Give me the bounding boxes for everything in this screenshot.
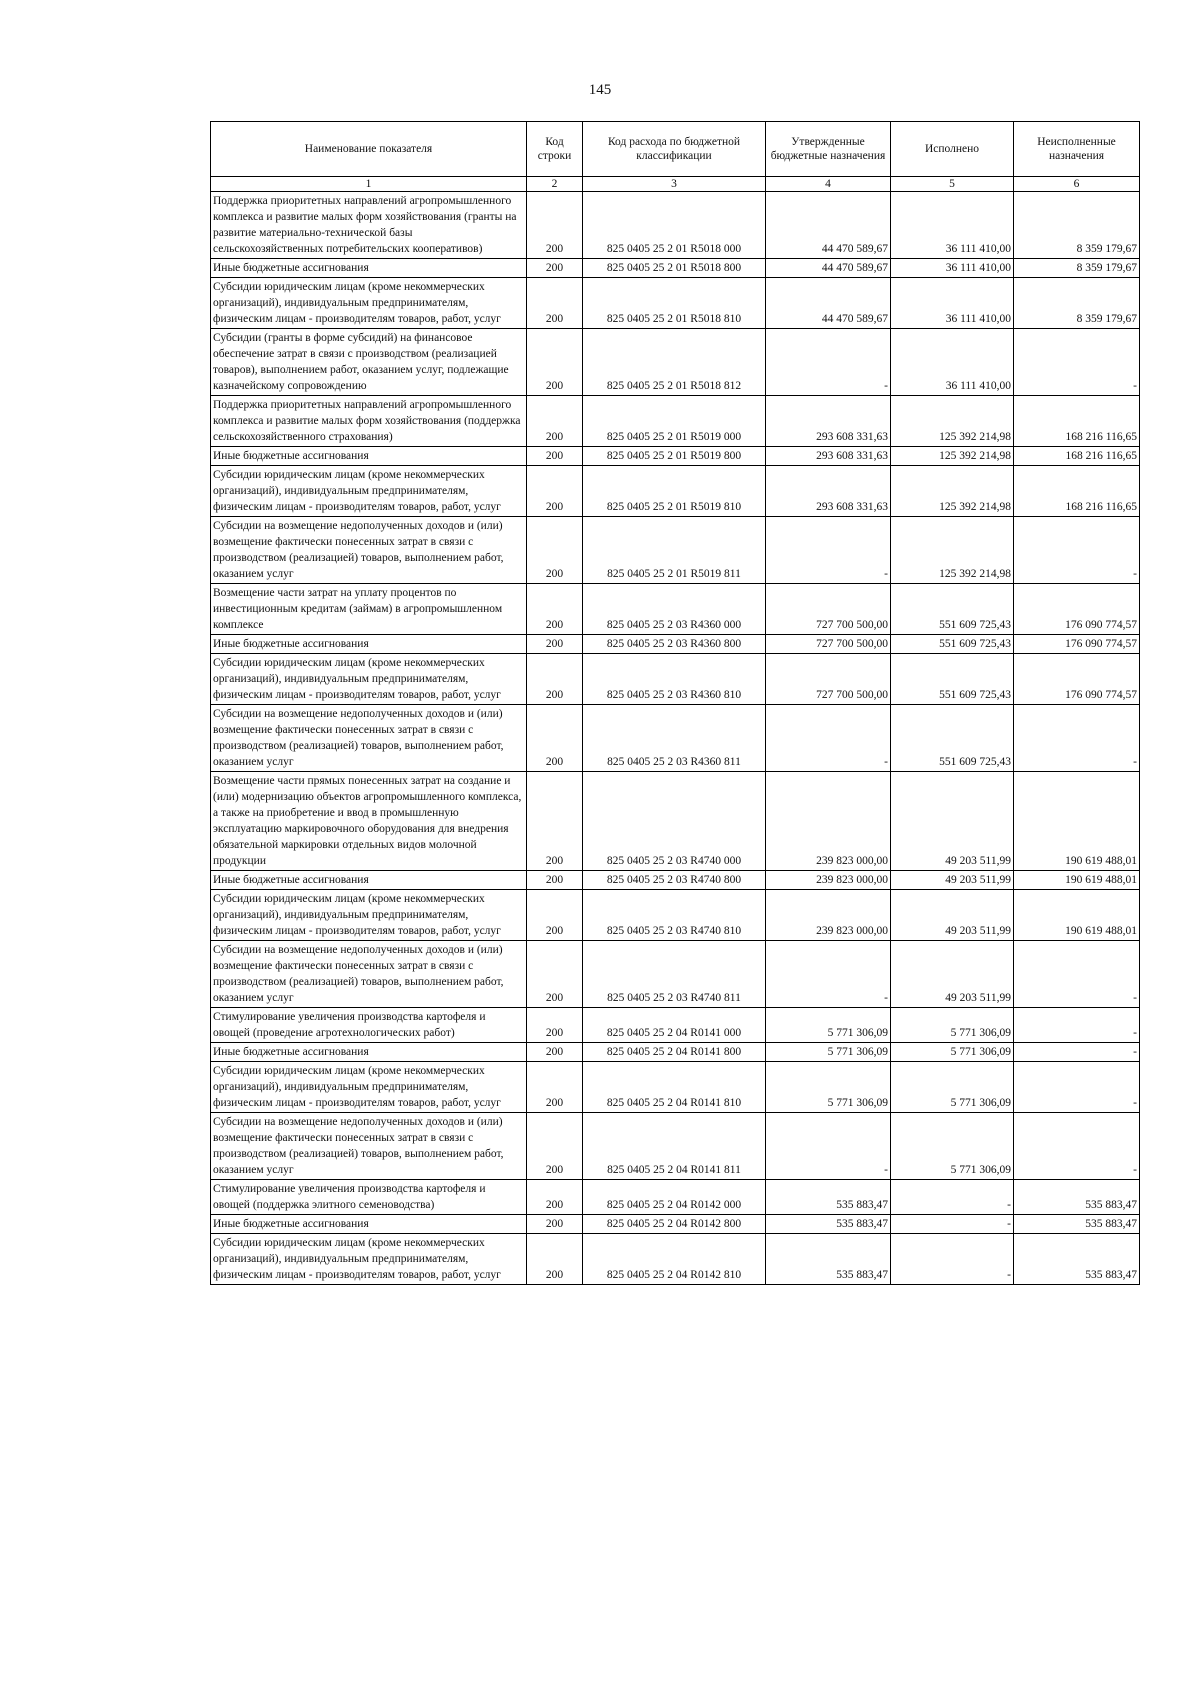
budget-code-cell: 825 0405 25 2 04 R0141 810 [583,1062,766,1113]
unexecuted-amount-cell: 190 619 488,01 [1014,772,1140,871]
indicator-name-cell: Иные бюджетные ассигнования [211,635,527,654]
budget-code-cell: 825 0405 25 2 03 R4360 800 [583,635,766,654]
unexecuted-amount-cell: 168 216 116,65 [1014,466,1140,517]
line-code-cell: 200 [527,705,583,772]
unexecuted-amount-cell: 190 619 488,01 [1014,871,1140,890]
column-number-row [211,177,1140,192]
budget-code-cell: 825 0405 25 2 01 R5019 810 [583,466,766,517]
table-row [211,871,1140,890]
line-code-cell: 200 [527,447,583,466]
table-row [211,654,1140,705]
line-code-cell: 200 [527,1215,583,1234]
approved-amount-cell: 239 823 000,00 [766,871,891,890]
executed-amount-cell: 49 203 511,99 [891,890,1014,941]
header-unexecuted: Неисполненные назначения [1014,122,1140,177]
line-code-cell: 200 [527,635,583,654]
indicator-name-cell: Возмещение части прямых понесенных затрат на создание и (или) модернизацию объектов агропромышленного комплекса, а также на приобретение и ввод в промышленную эксплуатацию маркировочного оборудования для внедрения обязательной маркировки отдельных видов молочной продукции [211,772,527,871]
table-row [211,396,1140,447]
unexecuted-amount-cell: - [1014,705,1140,772]
budget-code-cell: 825 0405 25 2 03 R4360 811 [583,705,766,772]
column-number: 5 [891,177,1014,192]
unexecuted-amount-cell: 190 619 488,01 [1014,890,1140,941]
indicator-name-cell: Иные бюджетные ассигнования [211,259,527,278]
table-row [211,329,1140,396]
column-number: 3 [583,177,766,192]
approved-amount-cell: 44 470 589,67 [766,192,891,259]
table-row [211,517,1140,584]
executed-amount-cell: 36 111 410,00 [891,192,1014,259]
budget-code-cell: 825 0405 25 2 03 R4740 811 [583,941,766,1008]
line-code-cell: 200 [527,1234,583,1285]
unexecuted-amount-cell: - [1014,941,1140,1008]
approved-amount-cell: 535 883,47 [766,1180,891,1215]
line-code-cell: 200 [527,396,583,447]
table-body [211,192,1140,1285]
line-code-cell: 200 [527,329,583,396]
line-code-cell: 200 [527,192,583,259]
approved-amount-cell: 44 470 589,67 [766,259,891,278]
executed-amount-cell: 5 771 306,09 [891,1008,1014,1043]
indicator-name-cell: Субсидии на возмещение недополученных доходов и (или) возмещение фактически понесенных затрат в связи с производством (реализацией) товаров, выполнением работ, оказанием услуг [211,705,527,772]
unexecuted-amount-cell: 176 090 774,57 [1014,635,1140,654]
executed-amount-cell: 5 771 306,09 [891,1062,1014,1113]
line-code-cell: 200 [527,466,583,517]
indicator-name-cell: Субсидии на возмещение недополученных доходов и (или) возмещение фактически понесенных затрат в связи с производством (реализацией) товаров, выполнением работ, оказанием услуг [211,1113,527,1180]
unexecuted-amount-cell: - [1014,1043,1140,1062]
indicator-name-cell: Субсидии юридическим лицам (кроме некоммерческих организаций), индивидуальным предпринимателям, физическим лицам - производителям товаров, работ, услуг [211,890,527,941]
table-row [211,1180,1140,1215]
budget-code-cell: 825 0405 25 2 04 R0141 800 [583,1043,766,1062]
budget-code-cell: 825 0405 25 2 04 R0141 811 [583,1113,766,1180]
budget-code-cell: 825 0405 25 2 03 R4740 810 [583,890,766,941]
unexecuted-amount-cell: 535 883,47 [1014,1180,1140,1215]
executed-amount-cell: - [891,1234,1014,1285]
budget-code-cell: 825 0405 25 2 03 R4740 800 [583,871,766,890]
executed-amount-cell: 36 111 410,00 [891,329,1014,396]
executed-amount-cell: 551 609 725,43 [891,635,1014,654]
budget-code-cell: 825 0405 25 2 01 R5019 811 [583,517,766,584]
table-header-row [211,122,1140,177]
indicator-name-cell: Стимулирование увеличения производства картофеля и овощей (поддержка элитного семеноводства) [211,1180,527,1215]
approved-amount-cell: 239 823 000,00 [766,772,891,871]
indicator-name-cell: Возмещение части затрат на уплату процентов по инвестиционным кредитам (займам) в агропромышленном комплексе [211,584,527,635]
unexecuted-amount-cell: 8 359 179,67 [1014,278,1140,329]
table-row [211,941,1140,1008]
table-row [211,584,1140,635]
table-row [211,1215,1140,1234]
column-number: 6 [1014,177,1140,192]
line-code-cell: 200 [527,772,583,871]
budget-code-cell: 825 0405 25 2 04 R0142 800 [583,1215,766,1234]
approved-amount-cell: 293 608 331,63 [766,396,891,447]
executed-amount-cell: 49 203 511,99 [891,941,1014,1008]
approved-amount-cell: - [766,1113,891,1180]
approved-amount-cell: 727 700 500,00 [766,635,891,654]
table-row [211,890,1140,941]
page-number: 145 [588,82,612,98]
line-code-cell: 200 [527,1113,583,1180]
column-number: 1 [211,177,527,192]
line-code-cell: 200 [527,871,583,890]
approved-amount-cell: - [766,941,891,1008]
unexecuted-amount-cell: - [1014,1008,1140,1043]
approved-amount-cell: 5 771 306,09 [766,1043,891,1062]
table-row [211,705,1140,772]
approved-amount-cell: 44 470 589,67 [766,278,891,329]
line-code-cell: 200 [527,890,583,941]
executed-amount-cell: 5 771 306,09 [891,1113,1014,1180]
table-row [211,1113,1140,1180]
executed-amount-cell: 49 203 511,99 [891,871,1014,890]
budget-code-cell: 825 0405 25 2 01 R5018 812 [583,329,766,396]
table-row [211,1062,1140,1113]
table-row [211,259,1140,278]
indicator-name-cell: Субсидии юридическим лицам (кроме некоммерческих организаций), индивидуальным предпринимателям, физическим лицам - производителям товаров, работ, услуг [211,278,527,329]
executed-amount-cell: 551 609 725,43 [891,654,1014,705]
unexecuted-amount-cell: - [1014,517,1140,584]
approved-amount-cell: 293 608 331,63 [766,447,891,466]
approved-amount-cell: 239 823 000,00 [766,890,891,941]
table-row [211,635,1140,654]
line-code-cell: 200 [527,1180,583,1215]
budget-code-cell: 825 0405 25 2 03 R4360 000 [583,584,766,635]
indicator-name-cell: Стимулирование увеличения производства картофеля и овощей (проведение агротехнологических работ) [211,1008,527,1043]
budget-code-cell: 825 0405 25 2 01 R5019 000 [583,396,766,447]
table-row [211,1008,1140,1043]
table-row [211,278,1140,329]
column-number: 4 [766,177,891,192]
indicator-name-cell: Иные бюджетные ассигнования [211,1215,527,1234]
unexecuted-amount-cell: 176 090 774,57 [1014,584,1140,635]
line-code-cell: 200 [527,654,583,705]
executed-amount-cell: 125 392 214,98 [891,466,1014,517]
header-indicator-name: Наименование показателя [211,122,527,177]
table-row [211,772,1140,871]
table-row [211,1043,1140,1062]
budget-code-cell: 825 0405 25 2 04 R0142 810 [583,1234,766,1285]
indicator-name-cell: Субсидии на возмещение недополученных доходов и (или) возмещение фактически понесенных затрат в связи с производством (реализацией) товаров, выполнением работ, оказанием услуг [211,517,527,584]
executed-amount-cell: 551 609 725,43 [891,584,1014,635]
executed-amount-cell: 49 203 511,99 [891,772,1014,871]
unexecuted-amount-cell: 168 216 116,65 [1014,447,1140,466]
budget-code-cell: 825 0405 25 2 01 R5019 800 [583,447,766,466]
line-code-cell: 200 [527,1008,583,1043]
executed-amount-cell: 125 392 214,98 [891,517,1014,584]
approved-amount-cell: 727 700 500,00 [766,654,891,705]
budget-code-cell: 825 0405 25 2 01 R5018 000 [583,192,766,259]
budget-code-cell: 825 0405 25 2 01 R5018 810 [583,278,766,329]
line-code-cell: 200 [527,1043,583,1062]
approved-amount-cell: 535 883,47 [766,1234,891,1285]
indicator-name-cell: Иные бюджетные ассигнования [211,1043,527,1062]
budget-code-cell: 825 0405 25 2 03 R4740 000 [583,772,766,871]
indicator-name-cell: Субсидии (гранты в форме субсидий) на финансовое обеспечение затрат в связи с производством (реализацией товаров), выполнением работ, оказанием услуг, подлежащие казначейскому сопровождению [211,329,527,396]
executed-amount-cell: 125 392 214,98 [891,447,1014,466]
table-row [211,1234,1140,1285]
unexecuted-amount-cell: 535 883,47 [1014,1234,1140,1285]
approved-amount-cell: 535 883,47 [766,1215,891,1234]
executed-amount-cell: - [891,1180,1014,1215]
line-code-cell: 200 [527,941,583,1008]
table-row [211,447,1140,466]
header-approved: Утвержденные бюджетные назначения [766,122,891,177]
budget-code-cell: 825 0405 25 2 01 R5018 800 [583,259,766,278]
indicator-name-cell: Субсидии юридическим лицам (кроме некоммерческих организаций), индивидуальным предпринимателям, физическим лицам - производителям товаров, работ, услуг [211,1062,527,1113]
approved-amount-cell: 727 700 500,00 [766,584,891,635]
indicator-name-cell: Субсидии юридическим лицам (кроме некоммерческих организаций), индивидуальным предпринимателям, физическим лицам - производителям товаров, работ, услуг [211,466,527,517]
budget-code-cell: 825 0405 25 2 03 R4360 810 [583,654,766,705]
header-executed: Исполнено [891,122,1014,177]
approved-amount-cell: - [766,329,891,396]
approved-amount-cell: 5 771 306,09 [766,1062,891,1113]
indicator-name-cell: Субсидии юридическим лицам (кроме некоммерческих организаций), индивидуальным предпринимателям, физическим лицам - производителям товаров, работ, услуг [211,1234,527,1285]
executed-amount-cell: 125 392 214,98 [891,396,1014,447]
indicator-name-cell: Иные бюджетные ассигнования [211,447,527,466]
unexecuted-amount-cell: - [1014,1113,1140,1180]
column-number: 2 [527,177,583,192]
unexecuted-amount-cell: 8 359 179,67 [1014,259,1140,278]
unexecuted-amount-cell: 8 359 179,67 [1014,192,1140,259]
unexecuted-amount-cell: 168 216 116,65 [1014,396,1140,447]
budget-code-cell: 825 0405 25 2 04 R0141 000 [583,1008,766,1043]
executed-amount-cell: 551 609 725,43 [891,705,1014,772]
indicator-name-cell: Поддержка приоритетных направлений агропромышленного комплекса и развитие малых форм хозяйствования (поддержка сельскохозяйственного страхования) [211,396,527,447]
budget-execution-table [210,121,1140,1285]
approved-amount-cell: 5 771 306,09 [766,1008,891,1043]
header-budget-code: Код расхода по бюджетной классификации [583,122,766,177]
executed-amount-cell: 36 111 410,00 [891,259,1014,278]
unexecuted-amount-cell: - [1014,1062,1140,1113]
unexecuted-amount-cell: 535 883,47 [1014,1215,1140,1234]
approved-amount-cell: - [766,705,891,772]
table-row [211,466,1140,517]
approved-amount-cell: - [766,517,891,584]
indicator-name-cell: Субсидии юридическим лицам (кроме некоммерческих организаций), индивидуальным предпринимателям, физическим лицам - производителям товаров, работ, услуг [211,654,527,705]
indicator-name-cell: Субсидии на возмещение недополученных доходов и (или) возмещение фактически понесенных затрат в связи с производством (реализацией) товаров, выполнением работ, оказанием услуг [211,941,527,1008]
executed-amount-cell: - [891,1215,1014,1234]
indicator-name-cell: Иные бюджетные ассигнования [211,871,527,890]
executed-amount-cell: 36 111 410,00 [891,278,1014,329]
budget-code-cell: 825 0405 25 2 04 R0142 000 [583,1180,766,1215]
line-code-cell: 200 [527,278,583,329]
table-row [211,192,1140,259]
header-line-code: Код строки [527,122,583,177]
line-code-cell: 200 [527,517,583,584]
unexecuted-amount-cell: - [1014,329,1140,396]
approved-amount-cell: 293 608 331,63 [766,466,891,517]
line-code-cell: 200 [527,259,583,278]
line-code-cell: 200 [527,584,583,635]
indicator-name-cell: Поддержка приоритетных направлений агропромышленного комплекса и развитие малых форм хозяйствования (гранты на развитие материально-технической базы сельскохозяйственных потребительских кооперативов) [211,192,527,259]
line-code-cell: 200 [527,1062,583,1113]
unexecuted-amount-cell: 176 090 774,57 [1014,654,1140,705]
executed-amount-cell: 5 771 306,09 [891,1043,1014,1062]
